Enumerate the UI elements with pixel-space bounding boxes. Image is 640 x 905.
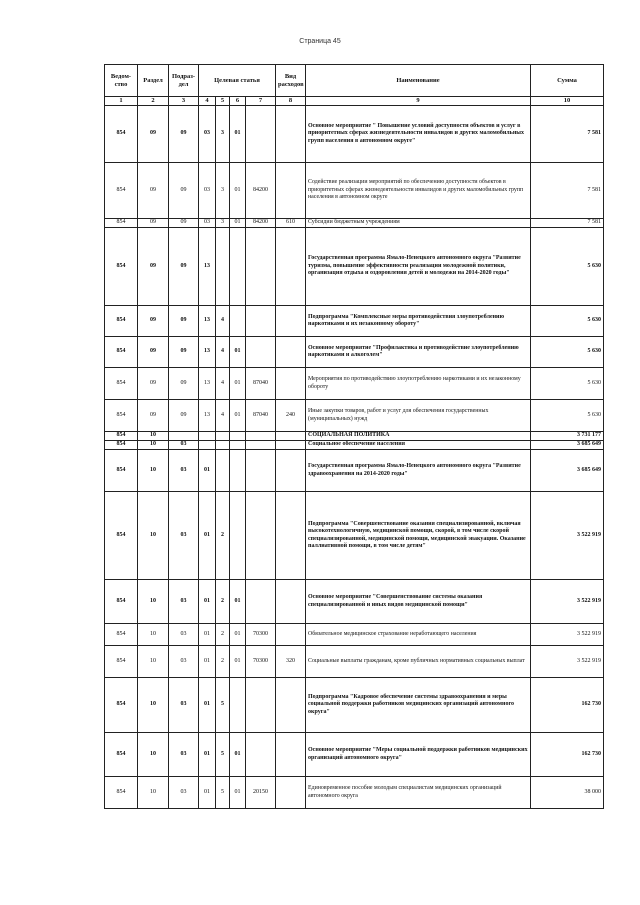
- cs-subprogram-cell: 4: [216, 337, 230, 368]
- podrazdel-cell: 03: [169, 646, 199, 678]
- cs-subprogram-cell: 5: [216, 733, 230, 777]
- column-number: 2: [138, 97, 169, 106]
- podrazdel-cell: 09: [169, 368, 199, 400]
- summa-cell: 7 581: [531, 106, 604, 163]
- razdel-cell: 10: [138, 492, 169, 580]
- col-header-summa: Сумма: [531, 65, 604, 97]
- table-row: [105, 777, 604, 809]
- vedomstvo-cell: 854: [105, 580, 138, 624]
- vedomstvo-cell: 854: [105, 441, 138, 450]
- cs-program-cell: 01: [199, 580, 216, 624]
- column-number: 9: [306, 97, 531, 106]
- cs-program-cell: 03: [199, 106, 216, 163]
- cs-subprogram-cell: 2: [216, 580, 230, 624]
- razdel-cell: 10: [138, 624, 169, 646]
- column-number: 10: [531, 97, 604, 106]
- naimenovanie-cell: Государственная программа Ямало-Ненецкого автономного округа "Развитие туризма, повышение эффективности реализации молодежной политики, организация отдыха и оздоровления детей и молодежи на 2014-2020 годы": [306, 228, 531, 306]
- vedomstvo-cell: 854: [105, 368, 138, 400]
- table-row: [105, 580, 604, 624]
- col-header-naimenovanie: Наименование: [306, 65, 531, 97]
- table-row: [105, 337, 604, 368]
- cs-program-cell: 01: [199, 646, 216, 678]
- table-row: [105, 432, 604, 441]
- vid-rashodov-cell: [276, 624, 306, 646]
- table-row: [105, 400, 604, 432]
- cs-event-cell: 01: [230, 337, 246, 368]
- cs-program-cell: 13: [199, 306, 216, 337]
- podrazdel-cell: 03: [169, 450, 199, 492]
- cs-direction-cell: [246, 432, 276, 441]
- vedomstvo-cell: 854: [105, 228, 138, 306]
- cs-event-cell: 01: [230, 163, 246, 219]
- naimenovanie-cell: Мероприятия по противодействию злоупотреблению наркотиками и их незаконному обороту: [306, 368, 531, 400]
- cs-program-cell: 13: [199, 368, 216, 400]
- cs-direction-cell: [246, 492, 276, 580]
- naimenovanie-cell: Субсидии бюджетным учреждениям: [306, 219, 531, 228]
- vid-rashodov-cell: [276, 337, 306, 368]
- podrazdel-cell: 09: [169, 106, 199, 163]
- column-number: 7: [246, 97, 276, 106]
- table-row: [105, 441, 604, 450]
- summa-cell: 7 581: [531, 219, 604, 228]
- summa-cell: 3 522 919: [531, 646, 604, 678]
- razdel-cell: 09: [138, 163, 169, 219]
- vid-rashodov-cell: [276, 432, 306, 441]
- summa-cell: 162 730: [531, 733, 604, 777]
- cs-program-cell: 01: [199, 624, 216, 646]
- col-header-podrazdel: Подраз-дел: [169, 65, 199, 97]
- vid-rashodov-cell: [276, 228, 306, 306]
- cs-event-cell: 01: [230, 624, 246, 646]
- cs-event-cell: [230, 678, 246, 733]
- podrazdel-cell: 03: [169, 777, 199, 809]
- cs-event-cell: [230, 492, 246, 580]
- table-row: [105, 368, 604, 400]
- summa-cell: 162 730: [531, 678, 604, 733]
- vedomstvo-cell: 854: [105, 777, 138, 809]
- cs-subprogram-cell: 2: [216, 646, 230, 678]
- podrazdel-cell: 03: [169, 441, 199, 450]
- table-body: [105, 106, 604, 809]
- vedomstvo-cell: 854: [105, 646, 138, 678]
- summa-cell: 7 581: [531, 163, 604, 219]
- cs-event-cell: [230, 228, 246, 306]
- cs-subprogram-cell: 2: [216, 492, 230, 580]
- table-row: [105, 450, 604, 492]
- table-row: [105, 733, 604, 777]
- podrazdel-cell: 03: [169, 580, 199, 624]
- cs-direction-cell: 84200: [246, 219, 276, 228]
- cs-direction-cell: 84200: [246, 163, 276, 219]
- cs-direction-cell: 70300: [246, 646, 276, 678]
- cs-program-cell: 03: [199, 163, 216, 219]
- cs-direction-cell: [246, 441, 276, 450]
- razdel-cell: 09: [138, 337, 169, 368]
- cs-subprogram-cell: 4: [216, 368, 230, 400]
- vedomstvo-cell: 854: [105, 163, 138, 219]
- vid-rashodov-cell: [276, 678, 306, 733]
- cs-subprogram-cell: 5: [216, 678, 230, 733]
- vid-rashodov-cell: [276, 163, 306, 219]
- summa-cell: 3 522 919: [531, 492, 604, 580]
- cs-direction-cell: [246, 337, 276, 368]
- cs-direction-cell: [246, 306, 276, 337]
- razdel-cell: 10: [138, 450, 169, 492]
- cs-subprogram-cell: 3: [216, 106, 230, 163]
- column-number: 5: [216, 97, 230, 106]
- razdel-cell: 10: [138, 432, 169, 441]
- cs-program-cell: [199, 441, 216, 450]
- cs-program-cell: 01: [199, 450, 216, 492]
- summa-cell: 3 731 177: [531, 432, 604, 441]
- cs-event-cell: 01: [230, 777, 246, 809]
- cs-subprogram-cell: 3: [216, 219, 230, 228]
- vedomstvo-cell: 854: [105, 733, 138, 777]
- cs-event-cell: [230, 306, 246, 337]
- podrazdel-cell: [169, 432, 199, 441]
- vedomstvo-cell: 854: [105, 450, 138, 492]
- cs-direction-cell: 87040: [246, 368, 276, 400]
- podrazdel-cell: 03: [169, 678, 199, 733]
- table-row: [105, 106, 604, 163]
- page-number-header: Страница 45: [299, 38, 341, 45]
- vid-rashodov-cell: 240: [276, 400, 306, 432]
- vedomstvo-cell: 854: [105, 624, 138, 646]
- cs-event-cell: 01: [230, 646, 246, 678]
- column-number: 6: [230, 97, 246, 106]
- column-number: 4: [199, 97, 216, 106]
- cs-event-cell: 01: [230, 219, 246, 228]
- cs-direction-cell: [246, 678, 276, 733]
- vid-rashodov-cell: [276, 106, 306, 163]
- cs-subprogram-cell: 4: [216, 306, 230, 337]
- naimenovanie-cell: СОЦИАЛЬНАЯ ПОЛИТИКА: [306, 432, 531, 441]
- col-header-celevaya-statya: Целевая статья: [199, 65, 276, 97]
- table-row: [105, 228, 604, 306]
- cs-event-cell: 01: [230, 733, 246, 777]
- razdel-cell: 10: [138, 580, 169, 624]
- cs-subprogram-cell: [216, 432, 230, 441]
- cs-program-cell: 01: [199, 678, 216, 733]
- razdel-cell: 09: [138, 106, 169, 163]
- cs-event-cell: 01: [230, 106, 246, 163]
- cs-subprogram-cell: 2: [216, 624, 230, 646]
- cs-program-cell: 13: [199, 228, 216, 306]
- summa-cell: 3 685 649: [531, 450, 604, 492]
- cs-program-cell: 03: [199, 219, 216, 228]
- cs-event-cell: 01: [230, 580, 246, 624]
- table-row: [105, 646, 604, 678]
- cs-subprogram-cell: 3: [216, 163, 230, 219]
- column-number: 1: [105, 97, 138, 106]
- vid-rashodov-cell: [276, 777, 306, 809]
- razdel-cell: 09: [138, 228, 169, 306]
- podrazdel-cell: 09: [169, 337, 199, 368]
- vid-rashodov-cell: 320: [276, 646, 306, 678]
- podrazdel-cell: 03: [169, 733, 199, 777]
- vid-rashodov-cell: [276, 368, 306, 400]
- cs-event-cell: [230, 441, 246, 450]
- razdel-cell: 09: [138, 219, 169, 228]
- summa-cell: 5 630: [531, 228, 604, 306]
- cs-subprogram-cell: 5: [216, 777, 230, 809]
- razdel-cell: 09: [138, 368, 169, 400]
- naimenovanie-cell: Подпрограмма "Совершенствование оказания специализированной, включая высокотехнологичную, медицинской помощи, скорой, в том числе скорой специализированной, медицинской помощи, медицинской эвакуации. Оказание паллиативной помощи, в том числе детям": [306, 492, 531, 580]
- naimenovanie-cell: Обязательное медицинское страхование неработающего населения: [306, 624, 531, 646]
- naimenovanie-cell: Основное мероприятие " Повышение условий доступности объектов и услуг в приоритетных сферах жизнедеятельности инвалидов и других маломобильных групп населения в автономном округе": [306, 106, 531, 163]
- naimenovanie-cell: Основное мероприятие "Профилактика и противодействие злоупотреблению наркотиками и алкоголем": [306, 337, 531, 368]
- cs-event-cell: 01: [230, 400, 246, 432]
- cs-direction-cell: [246, 733, 276, 777]
- cs-subprogram-cell: [216, 228, 230, 306]
- cs-program-cell: 13: [199, 337, 216, 368]
- vid-rashodov-cell: [276, 580, 306, 624]
- podrazdel-cell: 09: [169, 219, 199, 228]
- budget-table: [104, 64, 604, 809]
- podrazdel-cell: 09: [169, 163, 199, 219]
- cs-program-cell: [199, 432, 216, 441]
- podrazdel-cell: 09: [169, 306, 199, 337]
- naimenovanie-cell: Социальное обеспечение населения: [306, 441, 531, 450]
- razdel-cell: 10: [138, 441, 169, 450]
- table-row: [105, 306, 604, 337]
- naimenovanie-cell: Основное мероприятие "Совершенствование системы оказания специализированной и иных видов медицинской помощи": [306, 580, 531, 624]
- col-header-vedomstvo: Ведом-ство: [105, 65, 138, 97]
- vedomstvo-cell: 854: [105, 306, 138, 337]
- razdel-cell: 10: [138, 777, 169, 809]
- cs-event-cell: [230, 432, 246, 441]
- column-number: 3: [169, 97, 199, 106]
- naimenovanie-cell: Основное мероприятие "Меры социальной поддержки работников медицинских организаций автономного округа": [306, 733, 531, 777]
- vedomstvo-cell: 854: [105, 432, 138, 441]
- header-row: [105, 65, 604, 97]
- vedomstvo-cell: 854: [105, 337, 138, 368]
- table-row: [105, 678, 604, 733]
- cs-direction-cell: 70300: [246, 624, 276, 646]
- vid-rashodov-cell: [276, 450, 306, 492]
- naimenovanie-cell: Подпрограмма "Комплексные меры противодействия злоупотреблению наркотиками и их незаконному обороту": [306, 306, 531, 337]
- razdel-cell: 09: [138, 306, 169, 337]
- cs-program-cell: 01: [199, 733, 216, 777]
- cs-direction-cell: 20150: [246, 777, 276, 809]
- cs-direction-cell: [246, 450, 276, 492]
- cs-direction-cell: [246, 228, 276, 306]
- vedomstvo-cell: 854: [105, 219, 138, 228]
- podrazdel-cell: 03: [169, 624, 199, 646]
- cs-direction-cell: 87040: [246, 400, 276, 432]
- summa-cell: 3 522 919: [531, 624, 604, 646]
- column-number: 8: [276, 97, 306, 106]
- vid-rashodov-cell: 610: [276, 219, 306, 228]
- cs-event-cell: [230, 450, 246, 492]
- summa-cell: 5 630: [531, 337, 604, 368]
- cs-program-cell: 01: [199, 777, 216, 809]
- table-row: [105, 492, 604, 580]
- cs-subprogram-cell: [216, 441, 230, 450]
- podrazdel-cell: 09: [169, 400, 199, 432]
- vid-rashodov-cell: [276, 441, 306, 450]
- vedomstvo-cell: 854: [105, 106, 138, 163]
- podrazdel-cell: 03: [169, 492, 199, 580]
- cs-program-cell: 13: [199, 400, 216, 432]
- cs-subprogram-cell: [216, 450, 230, 492]
- summa-cell: 38 000: [531, 777, 604, 809]
- naimenovanie-cell: Содействие реализации мероприятий по обеспечению доступности объектов в приоритетных сферах жизнедеятельности инвалидов и других маломобильных групп населения в автономном округе: [306, 163, 531, 219]
- razdel-cell: 10: [138, 733, 169, 777]
- vid-rashodov-cell: [276, 306, 306, 337]
- cs-event-cell: 01: [230, 368, 246, 400]
- summa-cell: 3 685 649: [531, 441, 604, 450]
- razdel-cell: 09: [138, 400, 169, 432]
- naimenovanie-cell: Государственная программа Ямало-Ненецкого автономного округа "Развитие здравоохранения на 2014-2020 годы": [306, 450, 531, 492]
- razdel-cell: 10: [138, 646, 169, 678]
- razdel-cell: 10: [138, 678, 169, 733]
- naimenovanie-cell: Иные закупки товаров, работ и услуг для обеспечения государственных (муниципальных) нужд: [306, 400, 531, 432]
- cs-direction-cell: [246, 580, 276, 624]
- col-header-razdel: Раздел: [138, 65, 169, 97]
- naimenovanie-cell: Социальные выплаты гражданам, кроме публичных нормативных социальных выплат: [306, 646, 531, 678]
- column-number-row: [105, 97, 604, 106]
- vedomstvo-cell: 854: [105, 678, 138, 733]
- vedomstvo-cell: 854: [105, 400, 138, 432]
- vid-rashodov-cell: [276, 492, 306, 580]
- table-row: [105, 219, 604, 228]
- table-row: [105, 624, 604, 646]
- summa-cell: 5 630: [531, 400, 604, 432]
- cs-program-cell: 01: [199, 492, 216, 580]
- cs-direction-cell: [246, 106, 276, 163]
- col-header-vid-rashodov: Вид расходов: [276, 65, 306, 97]
- summa-cell: 5 630: [531, 306, 604, 337]
- vid-rashodov-cell: [276, 733, 306, 777]
- summa-cell: 3 522 919: [531, 580, 604, 624]
- cs-subprogram-cell: 4: [216, 400, 230, 432]
- summa-cell: 5 630: [531, 368, 604, 400]
- table-row: [105, 163, 604, 219]
- podrazdel-cell: 09: [169, 228, 199, 306]
- vedomstvo-cell: 854: [105, 492, 138, 580]
- naimenovanie-cell: Подпрограмма "Кадровое обеспечение системы здравоохранения и меры социальной поддержки работников медицинских организаций автономного округа": [306, 678, 531, 733]
- naimenovanie-cell: Единовременное пособие молодым специалистам медицинских организаций автономного округа: [306, 777, 531, 809]
